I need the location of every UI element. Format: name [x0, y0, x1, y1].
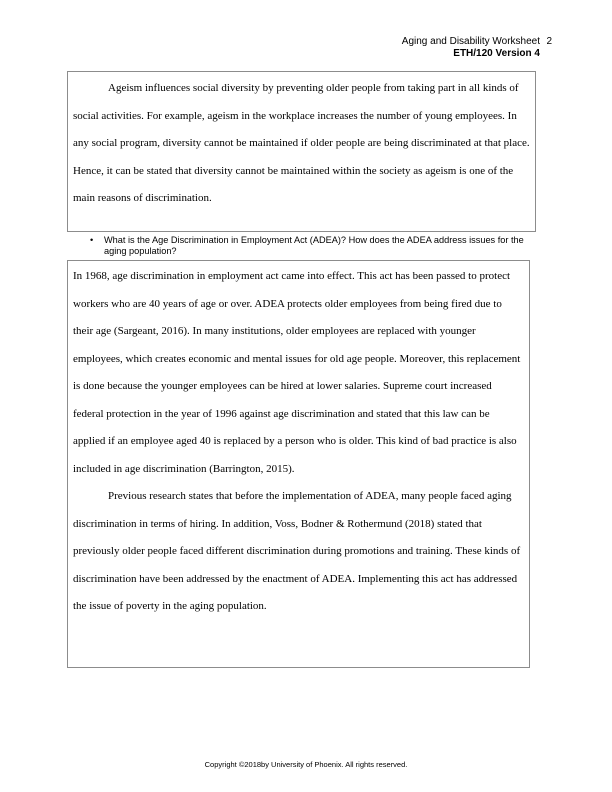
page-number: 2	[546, 36, 552, 47]
answer-paragraph: In 1968, age discrimination in employment act came into effect. This act has been passed to protect workers who are 40 years of age or over. ADEA protects older employees from being fired due to their age (Sargeant, 2016). In many institutions, older employees are replaced with younger employees, which creates economic and mental issues for old age people. Moreover, this replacement is done because the younger employees can be hired at lower salaries. Supreme court increased federal protection in the year of 1996 against age discrimination and stated that this law can be applied if an employee aged 40 is replaced by a person who is older. This kind of bad practice is also included in age discrimination (Barrington, 2015).	[73, 270, 521, 475]
question-adea	[90, 235, 540, 257]
answer-box-ageism[interactable]	[67, 71, 536, 232]
course-version: ETH/120 Version 4	[453, 48, 540, 59]
answer-paragraph: Ageism influences social diversity by preventing older people from taking part in all kinds of social activities. For example, ageism in the workplace increases the number of young employees. In any social program, diversity cannot be maintained if older people are being discriminated at that place. Hence, it can be stated that diversity cannot be maintained within the society as ageism is one of the main reasons of discrimination.	[73, 82, 530, 204]
copyright-footer: Copyright ©2018by University of Phoenix. All rights reserved.	[204, 760, 408, 769]
answer-box-adea[interactable]	[67, 260, 530, 668]
bullet-icon: •	[90, 235, 94, 245]
worksheet-title: Aging and Disability Worksheet	[401, 36, 540, 47]
running-header	[402, 36, 540, 60]
question-text: What is the Age Discrimination in Employment Act (ADEA)? How does the ADEA address issues for the aging population?	[104, 235, 524, 256]
answer-paragraph: Previous research states that before the implementation of ADEA, many people faced aging discrimination in terms of hiring. In addition, Voss, Bodner & Rothermund (2018) stated that previously older people faced different discrimination during promotions and training. These kinds of discrimination have been addressed by the enactment of ADEA. Implementing this act has addressed the issue of poverty in the aging population.	[73, 490, 521, 612]
